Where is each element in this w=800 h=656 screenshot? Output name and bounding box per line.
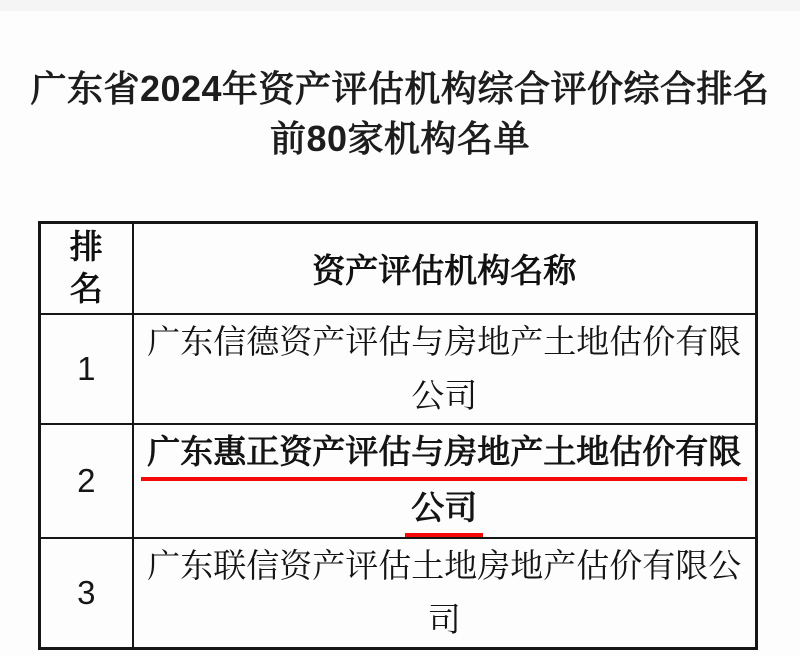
institution-name-line-2 xyxy=(134,481,756,537)
institution-name-line-1: 广东联信资产评估土地房地产估价有限公 xyxy=(147,546,742,584)
header-cell-name: 资产评估机构名称 xyxy=(133,223,757,314)
table-row-rank-2-highlighted xyxy=(40,424,757,538)
table-row-rank-3 xyxy=(40,538,757,649)
header-rank-line-1: 排 xyxy=(69,228,103,266)
institution-name-cell-highlighted xyxy=(133,424,757,538)
page-title-line-1: 广东省2024年资产评估机构综合评价综合排名 xyxy=(30,68,770,109)
table-header-row xyxy=(40,223,757,314)
page-title xyxy=(0,64,800,164)
institution-name-cell xyxy=(133,538,757,649)
institution-name-line-1: 广东信德资产评估与房地产土地估价有限 xyxy=(147,322,742,360)
table-row-rank-1 xyxy=(40,314,757,424)
institution-name-cell xyxy=(133,314,757,424)
institution-name-line-2: 公司 xyxy=(411,376,478,414)
page-top-strip xyxy=(0,0,800,12)
rank-value: 1 xyxy=(40,314,133,424)
header-cell-rank xyxy=(40,223,133,314)
document-body xyxy=(0,64,800,650)
header-rank-line-2: 名 xyxy=(69,270,103,308)
rank-value: 3 xyxy=(40,538,133,649)
red-underline-mark: 公司 xyxy=(405,486,483,537)
page-title-line-2: 前80家机构名单 xyxy=(269,118,531,159)
table-body xyxy=(40,314,757,649)
red-underline-mark: 广东惠正资产评估与房地产土地估价有限 xyxy=(141,430,747,481)
institution-name-line-2: 司 xyxy=(427,600,461,638)
ranking-table xyxy=(38,221,758,650)
rank-value: 2 xyxy=(40,424,133,538)
institution-name-line-1 xyxy=(134,425,756,481)
table-header xyxy=(40,223,757,314)
